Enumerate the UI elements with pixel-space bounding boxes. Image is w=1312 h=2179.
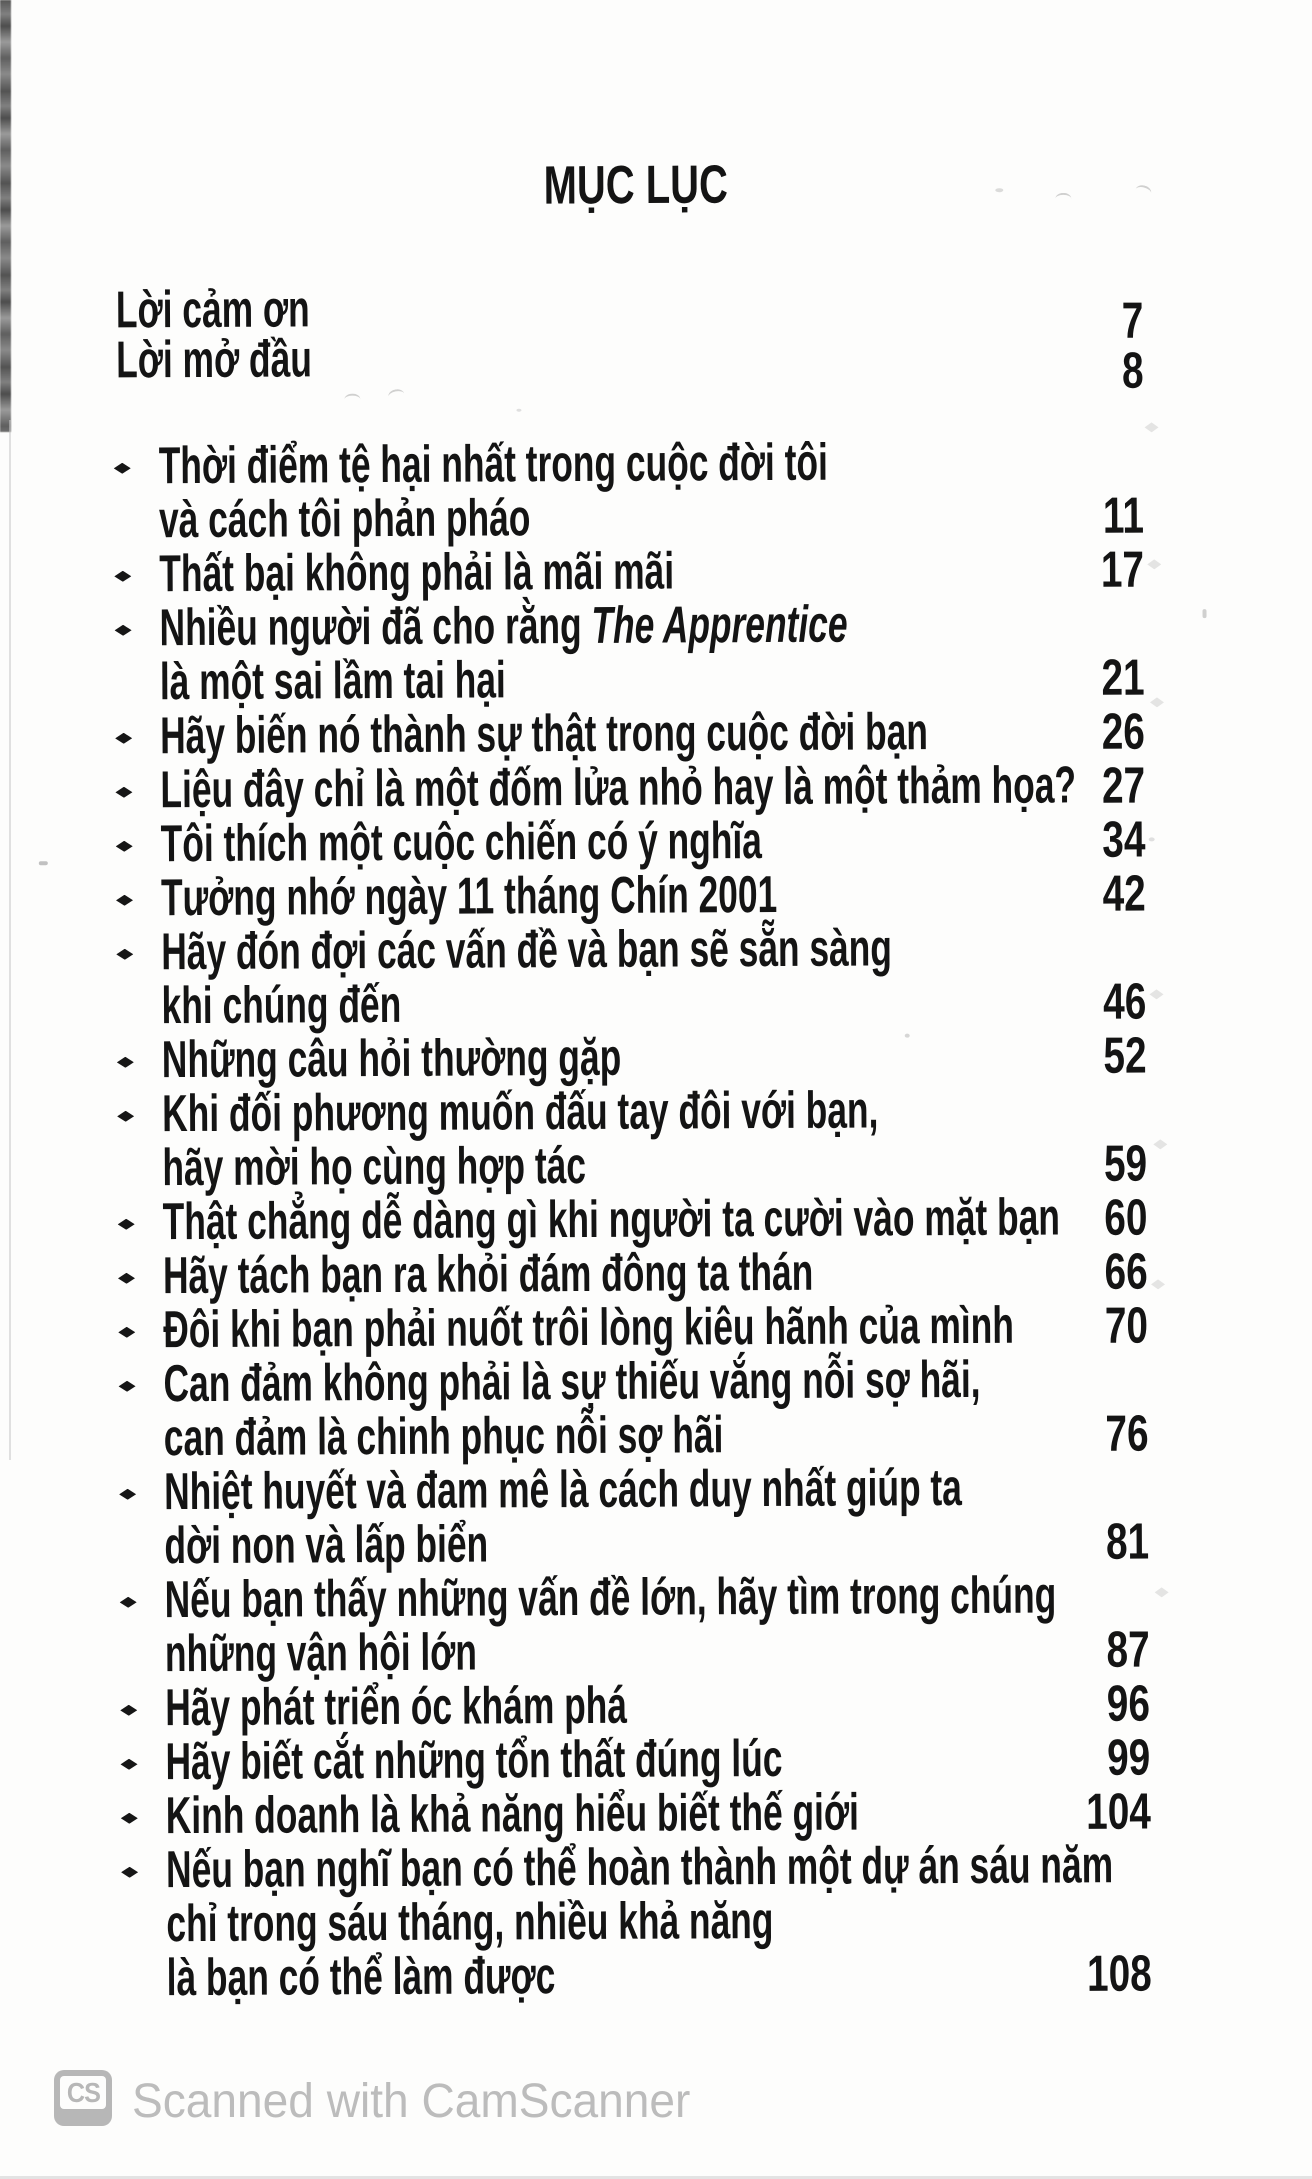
toc-entry-text: Thất bại không phải là mãi mãi [159, 542, 675, 604]
toc-entry-text: Hãy phát triển óc khám phá [165, 1676, 628, 1738]
toc-entry-text: Nhiệt huyết và đam mê là cách duy nhất giúp ta [163, 1459, 962, 1522]
bullet-diamond-icon [116, 949, 133, 960]
bullet-diamond-icon [116, 841, 133, 852]
scan-noise [905, 1034, 910, 1038]
toc-entry-text: là bạn có thể làm được [166, 1947, 556, 2008]
page-number: 26 [1101, 702, 1146, 760]
toc-entry-text: Tôi thích một cuộc chiến có ý nghĩa [160, 812, 763, 874]
toc-entry-text: Lời mở đầu [116, 330, 312, 390]
bullet-diamond-icon [121, 1867, 138, 1878]
toc-entry-text: Những câu hỏi thường gặp [161, 1028, 622, 1090]
page-number: 34 [1102, 810, 1146, 868]
scan-noise [995, 188, 1003, 192]
toc-entry-text: Hãy biết cắt những tổn thất đúng lúc [165, 1729, 783, 1792]
page-number: 60 [1104, 1188, 1148, 1246]
page-number: 8 [1121, 341, 1144, 399]
scan-noise [516, 409, 521, 412]
bullet-diamond-icon [117, 1057, 134, 1068]
toc-entry-text: và cách tôi phản pháo [158, 489, 531, 550]
camscanner-logo-inner [60, 2076, 106, 2109]
toc-entry-text: Nhiều người đã cho rằng The Apprentice [159, 595, 848, 658]
page-number: 11 [1102, 486, 1145, 544]
page-number: 70 [1104, 1296, 1149, 1354]
page-number: 87 [1106, 1620, 1151, 1678]
toc-entry-text: Tưởng nhớ ngày 11 tháng Chín 2001 [160, 865, 778, 928]
bullet-diamond-icon [116, 895, 133, 906]
bullet-diamond-icon [121, 1759, 138, 1770]
page-number: 52 [1103, 1026, 1147, 1084]
toc-entry-text: Nếu bạn thấy những vấn đề lớn, hãy tìm trong chúng [164, 1566, 1057, 1630]
toc-entry-text: là một sai lầm tai hại [159, 651, 506, 712]
toc-entry-text: Nếu bạn nghĩ bạn có thể hoàn thành một dự án sáu năm [165, 1836, 1114, 1900]
page-number: 46 [1103, 972, 1147, 1030]
toc-line [5, 1944, 1312, 2009]
toc-list [0, 282, 1312, 2009]
page-number: 17 [1101, 540, 1145, 598]
bullet-diamond-icon [121, 1813, 138, 1824]
bullet-diamond-icon [118, 1273, 135, 1284]
bullet-diamond-icon [119, 1381, 136, 1392]
toc-entry-text: chỉ trong sáu tháng, nhiều khả năng [166, 1891, 774, 1954]
toc-entry-text: những vận hội lớn [164, 1623, 478, 1684]
page-number: 21 [1101, 648, 1146, 706]
scan-noise [1203, 609, 1207, 618]
page-number: 59 [1104, 1134, 1148, 1192]
bullet-diamond-icon [117, 1111, 134, 1122]
bullet-diamond-icon [118, 1219, 135, 1230]
toc-entry-text: dời non và lấp biển [164, 1515, 489, 1576]
toc-entry-text: Hãy tách bạn ra khỏi đám đông ta thán [162, 1243, 814, 1306]
bullet-diamond-icon [114, 463, 131, 474]
scan-noise [1055, 193, 1071, 205]
toc-entry-text: khi chúng đến [161, 975, 402, 1036]
bullet-diamond-icon [114, 571, 131, 582]
bullet-diamond-icon [120, 1705, 137, 1716]
toc-entry-text: Kinh doanh là khả năng hiểu biết thế giới [165, 1783, 860, 1846]
toc-line [0, 330, 1308, 399]
toc-entry-text: Thời điểm tệ hại nhất trong cuộc đời tôi [158, 433, 828, 496]
bullet-diamond-icon [115, 625, 132, 636]
camscanner-watermark-text: Scanned with CamScanner [132, 2075, 691, 2128]
page-number: 99 [1107, 1728, 1151, 1786]
toc-entry-text: Lời cảm ơn [115, 280, 310, 340]
page-number: 27 [1102, 756, 1146, 814]
bullet-diamond-icon [115, 787, 132, 798]
page-title-text: MỤC LỤC [542, 154, 728, 216]
toc-entry-text: Liệu đây chỉ là một đốm lửa nhỏ hay là một thảm họa? [160, 756, 1077, 820]
page-number: 96 [1106, 1674, 1151, 1732]
scan-noise [344, 394, 360, 406]
page-number: 7 [1121, 291, 1144, 349]
scan-noise [1149, 837, 1155, 841]
toc-entry-text-italic: The Apprentice [591, 595, 848, 655]
toc-entry-text: Thật chẳng dễ dàng gì khi người ta cười vào mặt bạn [162, 1188, 1061, 1252]
scan-noise [39, 861, 48, 865]
camscanner-logo-text: CS [66, 2076, 100, 2108]
toc-entry-text: Can đảm không phải là sự thiếu vắng nỗi sợ hãi, [163, 1350, 981, 1414]
toc-entry-text: Hãy đón đợi các vấn đề và bạn sẽ sẵn sàng [161, 919, 893, 982]
bullet-diamond-icon [118, 1327, 135, 1338]
toc-entry-text: Đôi khi bạn phải nuốt trôi lòng kiêu hãnh của mình [163, 1296, 1015, 1360]
bullet-diamond-icon [115, 733, 132, 744]
bullet-diamond-icon [119, 1489, 136, 1500]
toc-entry-text: Khi đối phương muốn đấu tay đôi với bạn, [161, 1081, 879, 1144]
page-number: 76 [1105, 1404, 1149, 1462]
camscanner-logo-icon [54, 2070, 112, 2126]
page-number: 66 [1104, 1242, 1149, 1300]
toc-entry-text: can đảm là chinh phục nỗi sợ hãi [163, 1406, 724, 1468]
toc-entry-text: Hãy biến nó thành sự thật trong cuộc đời bạn [159, 703, 929, 766]
page-title [0, 151, 1275, 220]
page-number: 42 [1102, 864, 1147, 922]
toc-entry-text: hãy mời họ cùng hợp tác [162, 1136, 587, 1198]
page-number: 108 [1086, 1944, 1152, 2002]
page-number: 104 [1085, 1782, 1151, 1840]
page-number: 81 [1106, 1512, 1150, 1570]
bullet-diamond-icon [120, 1597, 137, 1608]
